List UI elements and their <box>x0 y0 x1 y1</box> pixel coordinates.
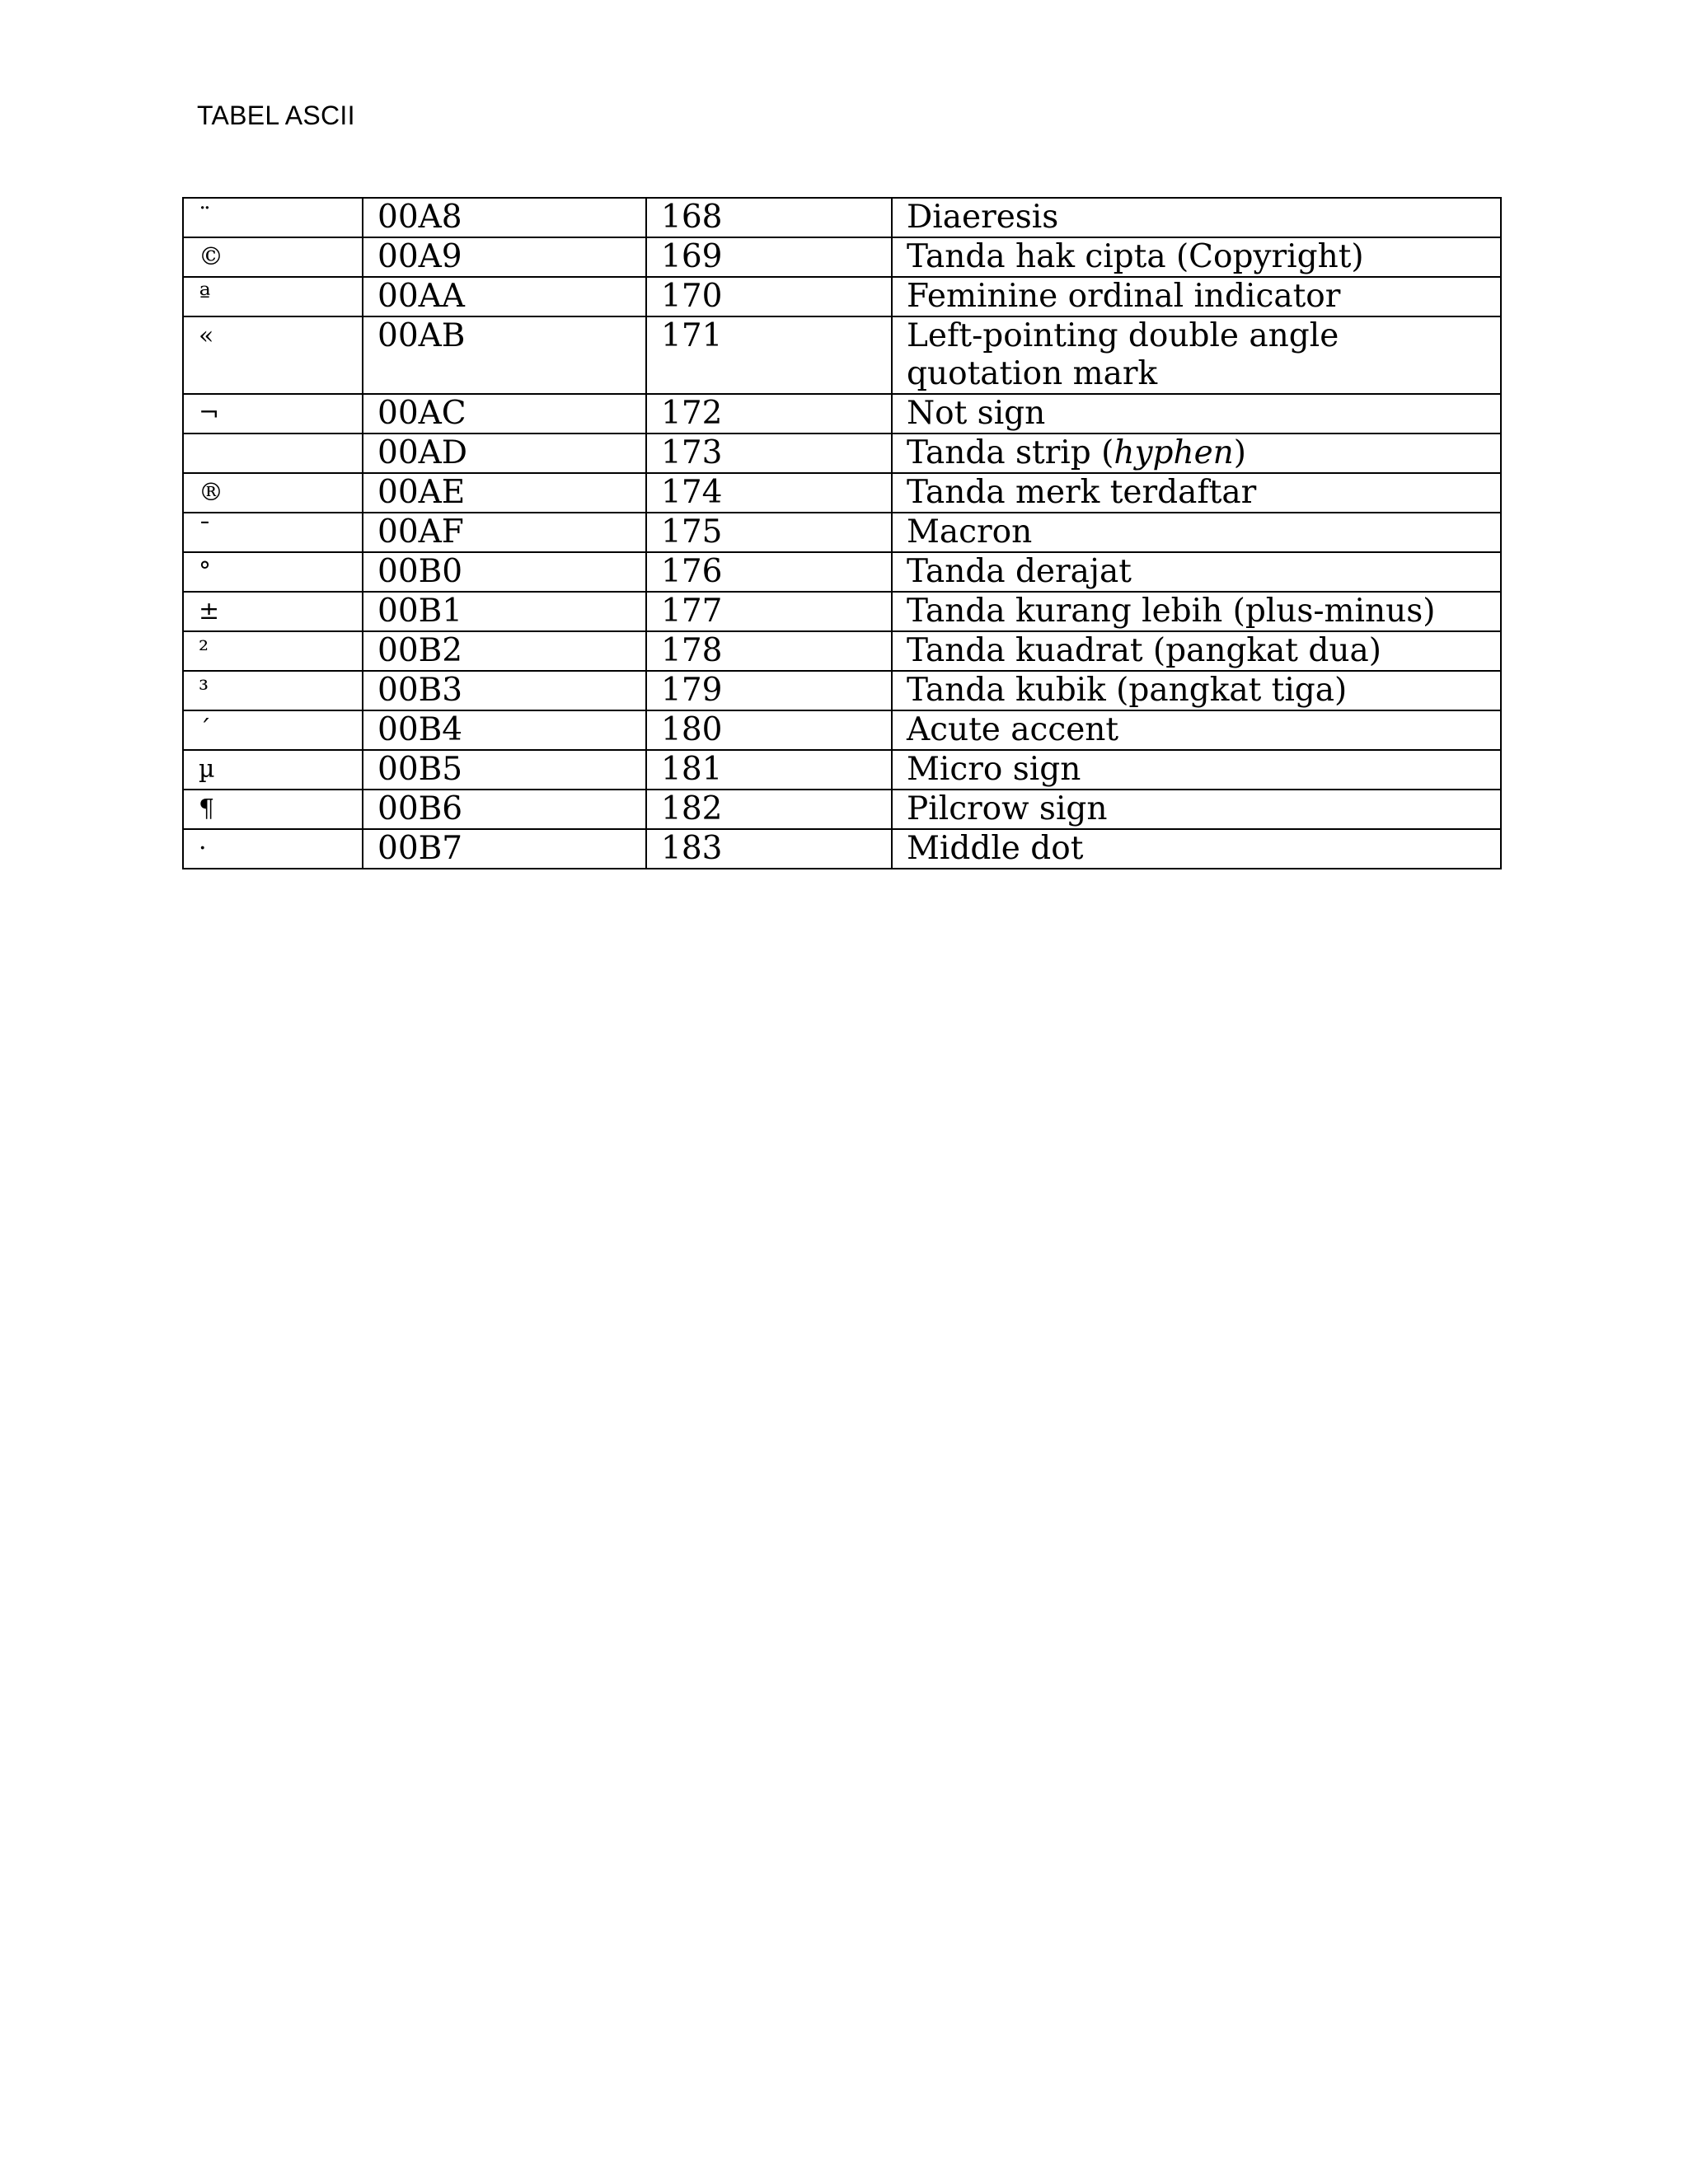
symbol-cell: ° <box>183 552 363 592</box>
table-row <box>183 592 1501 631</box>
description-line-2: quotation mark <box>907 355 1158 392</box>
symbol-cell: ´ <box>183 710 363 750</box>
description-cell <box>892 316 1501 394</box>
decimal-code-cell: 180 <box>646 710 892 750</box>
decimal-code-cell: 182 <box>646 790 892 829</box>
symbol-cell: ± <box>183 592 363 631</box>
decimal-code-cell: 175 <box>646 513 892 552</box>
table-row <box>183 434 1501 473</box>
description-cell: Macron <box>892 513 1501 552</box>
description-cell: Not sign <box>892 394 1501 434</box>
description-cell: Feminine ordinal indicator <box>892 277 1501 316</box>
symbol-cell: « <box>183 316 363 394</box>
description-cell: Micro sign <box>892 750 1501 790</box>
table-row <box>183 513 1501 552</box>
decimal-code-cell: 171 <box>646 316 892 394</box>
decimal-code-cell: 170 <box>646 277 892 316</box>
decimal-code-cell: 178 <box>646 631 892 671</box>
description-cell: Tanda derajat <box>892 552 1501 592</box>
table-row <box>183 631 1501 671</box>
hex-code-cell: 00B2 <box>363 631 646 671</box>
symbol-cell: ª <box>183 277 363 316</box>
table-row <box>183 552 1501 592</box>
description-text-end: ) <box>1233 434 1247 471</box>
table-row <box>183 394 1501 434</box>
decimal-code-cell: 172 <box>646 394 892 434</box>
symbol-cell: ² <box>183 631 363 671</box>
symbol-cell: ¨ <box>183 198 363 237</box>
table-row <box>183 473 1501 513</box>
description-text: Tanda strip ( <box>907 434 1114 471</box>
decimal-code-cell: 168 <box>646 198 892 237</box>
table-row <box>183 671 1501 710</box>
description-cell: Pilcrow sign <box>892 790 1501 829</box>
hex-code-cell: 00AA <box>363 277 646 316</box>
table-row <box>183 316 1501 394</box>
hex-code-cell: 00B4 <box>363 710 646 750</box>
description-cell: Tanda hak cipta (Copyright) <box>892 237 1501 277</box>
description-italic-text: hyphen <box>1114 434 1234 471</box>
decimal-code-cell: 169 <box>646 237 892 277</box>
hex-code-cell: 00AF <box>363 513 646 552</box>
hex-code-cell: 00B6 <box>363 790 646 829</box>
decimal-code-cell: 177 <box>646 592 892 631</box>
decimal-code-cell: 179 <box>646 671 892 710</box>
description-cell: Acute accent <box>892 710 1501 750</box>
symbol-cell: ¬ <box>183 394 363 434</box>
symbol-cell: ® <box>183 473 363 513</box>
symbol-cell <box>183 434 363 473</box>
symbol-cell: µ <box>183 750 363 790</box>
hex-code-cell: 00AE <box>363 473 646 513</box>
table-row <box>183 198 1501 237</box>
table-row <box>183 710 1501 750</box>
symbol-cell: ¶ <box>183 790 363 829</box>
hex-code-cell: 00B1 <box>363 592 646 631</box>
table-row <box>183 277 1501 316</box>
symbol-cell: · <box>183 829 363 869</box>
table-row <box>183 829 1501 869</box>
hex-code-cell: 00B3 <box>363 671 646 710</box>
description-line-1: Left-pointing double angle <box>907 317 1339 354</box>
decimal-code-cell: 176 <box>646 552 892 592</box>
description-cell: Tanda kuadrat (pangkat dua) <box>892 631 1501 671</box>
decimal-code-cell: 173 <box>646 434 892 473</box>
hex-code-cell: 00B0 <box>363 552 646 592</box>
hex-code-cell: 00A8 <box>363 198 646 237</box>
description-cell: Tanda kurang lebih (plus-minus) <box>892 592 1501 631</box>
symbol-cell: ¯ <box>183 513 363 552</box>
symbol-cell: ³ <box>183 671 363 710</box>
symbol-cell: © <box>183 237 363 277</box>
description-cell: Tanda kubik (pangkat tiga) <box>892 671 1501 710</box>
decimal-code-cell: 183 <box>646 829 892 869</box>
hex-code-cell: 00AC <box>363 394 646 434</box>
description-cell <box>892 434 1501 473</box>
hex-code-cell: 00B7 <box>363 829 646 869</box>
decimal-code-cell: 174 <box>646 473 892 513</box>
ascii-table <box>182 197 1502 869</box>
hex-code-cell: 00B5 <box>363 750 646 790</box>
table-row <box>183 237 1501 277</box>
description-cell: Diaeresis <box>892 198 1501 237</box>
decimal-code-cell: 181 <box>646 750 892 790</box>
hex-code-cell: 00A9 <box>363 237 646 277</box>
description-cell: Tanda merk terdaftar <box>892 473 1501 513</box>
page-header: TABEL ASCII <box>197 101 355 130</box>
table-row <box>183 790 1501 829</box>
hex-code-cell: 00AB <box>363 316 646 394</box>
description-cell: Middle dot <box>892 829 1501 869</box>
table-row <box>183 750 1501 790</box>
hex-code-cell: 00AD <box>363 434 646 473</box>
